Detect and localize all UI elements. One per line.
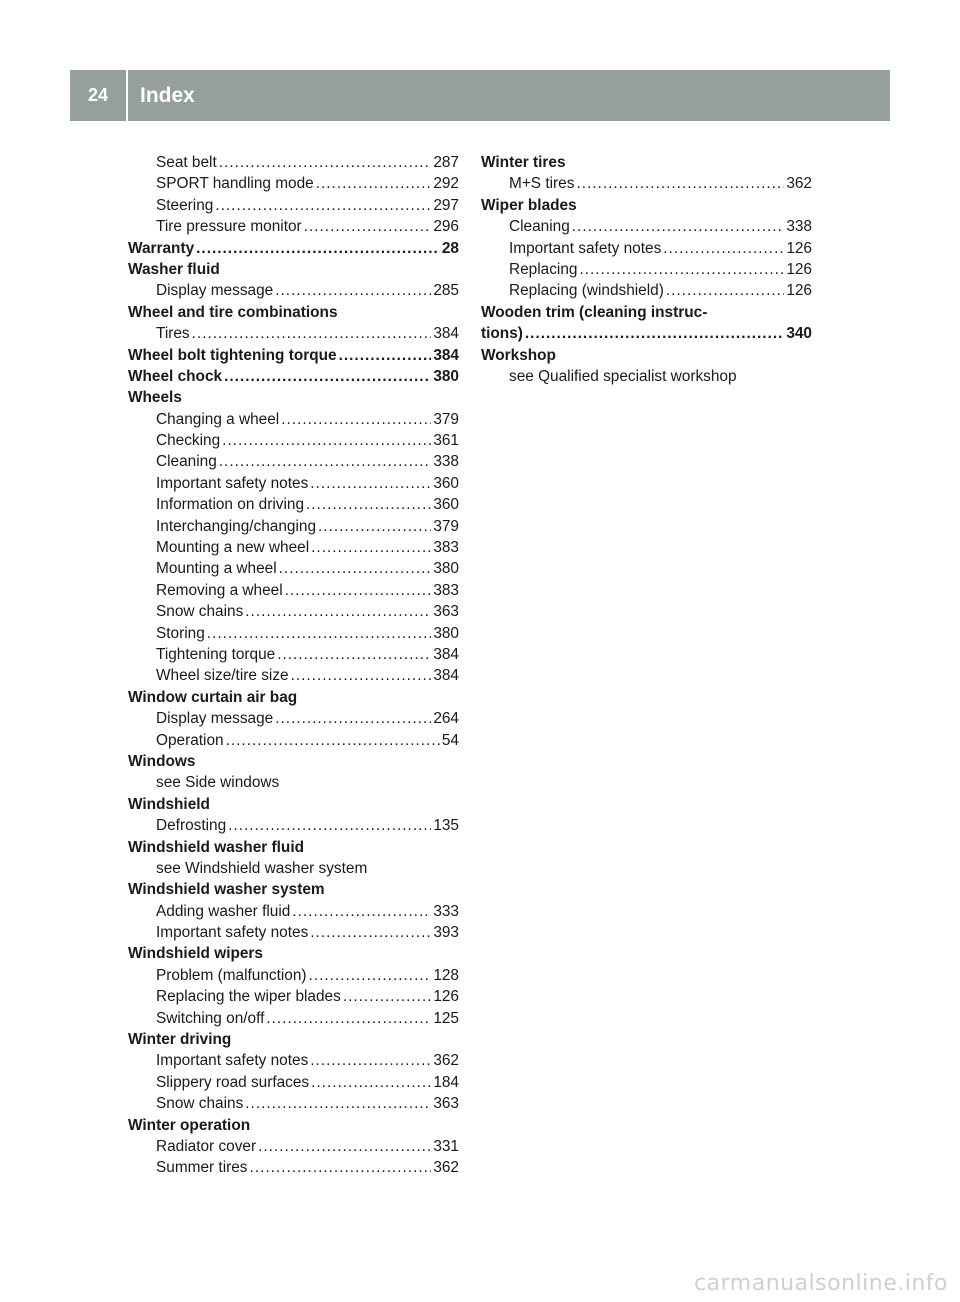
page-reference[interactable]: 380 (433, 624, 459, 642)
index-heading (481, 195, 812, 216)
index-subentry (128, 451, 459, 472)
index-subentry (128, 580, 459, 601)
index-heading (128, 302, 459, 323)
index-heading (128, 837, 459, 858)
dot-leader (192, 323, 432, 344)
index-heading (128, 879, 459, 900)
entry-text: Display message (156, 710, 274, 728)
entry-text: Important safety notes (156, 474, 309, 492)
dot-leader (279, 558, 432, 579)
entry-text: Windows (128, 752, 196, 770)
index-subentry (128, 601, 459, 622)
index-heading (128, 387, 459, 408)
dot-leader (266, 1008, 431, 1029)
index-subentry (128, 323, 459, 344)
page-reference[interactable]: 340 (786, 325, 812, 343)
entry-text: Windshield washer system (128, 881, 325, 899)
index-heading (128, 1029, 459, 1050)
index-subentry (128, 430, 459, 451)
dot-leader (310, 922, 431, 943)
entry-text: Tightening torque (156, 645, 276, 663)
index-heading (128, 259, 459, 280)
entry-text: Wheel chock (128, 367, 223, 385)
entry-text: Information on driving (156, 496, 304, 514)
entry-text: Winter tires (481, 154, 566, 171)
index-subentry (128, 708, 459, 729)
dot-leader (245, 1093, 431, 1114)
entry-text: SPORT handling mode (156, 175, 314, 193)
page-reference[interactable]: 292 (433, 175, 459, 193)
entry-text: Windshield wipers (128, 945, 263, 963)
index-subentry (128, 516, 459, 537)
entry-text: Summer tires (156, 1159, 248, 1177)
entry-text: Operation (156, 731, 224, 749)
entry-text: Wooden trim (cleaning instruc- (481, 303, 708, 321)
dot-leader (277, 644, 431, 665)
dot-leader (281, 409, 431, 430)
page-reference[interactable]: 380 (433, 560, 459, 578)
entry-text: Wheel and tire combinations (128, 303, 338, 321)
watermark: carmanualsonline.info (694, 1271, 948, 1296)
dot-leader (215, 195, 431, 216)
index-subentry (128, 1157, 459, 1178)
page-reference[interactable]: 384 (433, 325, 459, 343)
page-reference[interactable]: 360 (433, 474, 459, 492)
entry-text: Windshield washer fluid (128, 838, 305, 856)
entry-text: Winter driving (128, 1031, 232, 1049)
index-subentry (128, 922, 459, 943)
index-column-right (481, 152, 812, 387)
index-subentry (128, 1008, 459, 1029)
index-subentry (128, 815, 459, 836)
index-subentry (481, 216, 812, 237)
section-title: Index (140, 83, 195, 107)
entry-text: M+S tires (509, 175, 575, 193)
dot-leader (311, 537, 431, 558)
page-reference[interactable]: 126 (786, 239, 812, 257)
index-subentry (128, 1136, 459, 1157)
index-subentry (481, 238, 812, 259)
entry-text: Display message (156, 282, 274, 300)
index-subentry (128, 730, 459, 751)
dot-leader (228, 815, 431, 836)
entry-text: Warranty (128, 239, 195, 257)
entry-text: Changing a wheel (156, 410, 280, 428)
page-reference[interactable]: 362 (433, 1052, 459, 1070)
entry-text: Snow chains (156, 1095, 244, 1113)
index-subentry (128, 1072, 459, 1093)
index-subentry (128, 772, 459, 793)
dot-leader (579, 259, 784, 280)
page-reference[interactable]: 287 (433, 154, 459, 171)
index-heading (128, 238, 459, 259)
entry-text: Washer fluid (128, 260, 220, 278)
dot-leader (250, 1157, 432, 1178)
page-reference[interactable]: 28 (441, 239, 459, 257)
entry-text: Defrosting (156, 817, 227, 835)
index-subentry (128, 858, 459, 879)
page-reference[interactable]: 126 (786, 260, 812, 278)
entry-text: Radiator cover (156, 1137, 257, 1155)
index-subentry (128, 195, 459, 216)
dot-leader (304, 216, 432, 237)
page-reference[interactable]: 363 (433, 603, 459, 621)
page-reference[interactable]: 380 (433, 367, 459, 385)
dot-leader (292, 901, 431, 922)
index-heading (481, 152, 812, 173)
entry-text: tions) (481, 325, 523, 343)
dot-leader (310, 473, 431, 494)
entry-text: Removing a wheel (156, 581, 283, 599)
entry-text: Important safety notes (156, 1052, 309, 1070)
dot-leader (258, 1136, 431, 1157)
index-subentry (128, 986, 459, 1007)
entry-text: Cleaning (156, 453, 217, 471)
dot-leader (311, 1072, 431, 1093)
page-reference[interactable]: 379 (433, 410, 459, 428)
entry-text: Important safety notes (156, 924, 309, 942)
page-reference[interactable]: 383 (433, 539, 459, 557)
index-subentry (128, 494, 459, 515)
index-heading (128, 1115, 459, 1136)
dot-leader (224, 366, 431, 387)
entry-text: Windshield (128, 795, 210, 813)
dot-leader (343, 986, 432, 1007)
index-heading (128, 943, 459, 964)
index-column-left (128, 152, 459, 1179)
entry-text: Replacing (windshield) (509, 282, 664, 300)
page-reference[interactable]: 384 (433, 645, 459, 663)
index-heading (128, 794, 459, 815)
entry-text: see Qualified specialist workshop (509, 367, 737, 385)
entry-text: Wiper blades (481, 196, 577, 214)
dot-leader (219, 152, 432, 173)
entry-text: see Side windows (156, 774, 280, 792)
entry-text: Wheel size/tire size (156, 667, 289, 685)
entry-text: Wheels (128, 389, 182, 407)
page-reference[interactable]: 128 (433, 966, 459, 984)
page-reference[interactable]: 135 (433, 817, 459, 835)
dot-leader (245, 601, 431, 622)
index-heading (128, 345, 459, 366)
page-reference[interactable]: 384 (433, 346, 459, 364)
page-reference[interactable]: 331 (433, 1137, 459, 1155)
entry-text: Storing (156, 624, 205, 642)
dot-leader (222, 430, 431, 451)
dot-leader (666, 280, 784, 301)
page-reference[interactable]: 338 (433, 453, 459, 471)
index-subentry (128, 644, 459, 665)
dot-leader (576, 173, 784, 194)
index-subentry (128, 558, 459, 579)
index-subentry (128, 1093, 459, 1114)
dot-leader (318, 516, 431, 537)
page-reference[interactable]: 383 (433, 581, 459, 599)
index-subentry (481, 280, 812, 301)
page-number: 24 (87, 85, 109, 105)
page-reference[interactable]: 264 (433, 710, 459, 728)
index-subentry (128, 537, 459, 558)
index-subentry (128, 152, 459, 173)
entry-text: see Windshield washer system (156, 859, 368, 877)
entry-text: Tires (156, 325, 190, 343)
page-reference[interactable]: 360 (433, 496, 459, 514)
dot-leader (285, 580, 432, 601)
index-subentry (128, 901, 459, 922)
entry-text: Checking (156, 432, 221, 450)
entry-text: Mounting a new wheel (156, 539, 310, 557)
index-subentry (481, 259, 812, 280)
index-subentry (481, 366, 812, 387)
index-subentry (128, 665, 459, 686)
page-reference[interactable]: 393 (433, 924, 459, 942)
page-reference[interactable]: 361 (433, 432, 459, 450)
index-subentry (481, 173, 812, 194)
entry-text: Switching on/off (156, 1009, 265, 1027)
entry-text: Replacing the wiper blades (156, 988, 341, 1006)
index-heading (481, 323, 812, 344)
page-reference[interactable]: 126 (433, 988, 459, 1006)
entry-text: Wheel bolt tightening torque (128, 346, 337, 364)
page-reference[interactable]: 285 (433, 282, 459, 300)
entry-text: Slippery road surfaces (156, 1073, 310, 1091)
page-reference[interactable]: 384 (433, 667, 459, 685)
entry-text: Winter operation (128, 1116, 251, 1134)
dot-leader (525, 323, 784, 344)
index-heading (481, 345, 812, 366)
entry-text: Replacing (509, 260, 578, 278)
page-reference[interactable]: 333 (433, 902, 459, 920)
dot-leader (663, 238, 784, 259)
index-subentry (128, 473, 459, 494)
page-reference[interactable]: 126 (786, 282, 812, 300)
entry-text: Snow chains (156, 603, 244, 621)
index-heading (128, 366, 459, 387)
entry-text: Important safety notes (509, 239, 662, 257)
page-reference[interactable]: 54 (441, 731, 459, 749)
dot-leader (226, 730, 440, 751)
entry-text: Tire pressure monitor (156, 218, 302, 236)
dot-leader (291, 665, 432, 686)
dot-leader (339, 345, 432, 366)
index-subentry (128, 409, 459, 430)
index-heading (481, 302, 812, 323)
entry-text: Steering (156, 196, 214, 214)
entry-text: Mounting a wheel (156, 560, 277, 578)
index-heading (128, 687, 459, 708)
entry-text: Window curtain air bag (128, 688, 298, 706)
dot-leader (275, 708, 431, 729)
dot-leader (207, 623, 432, 644)
dot-leader (306, 494, 431, 515)
index-subentry (128, 1050, 459, 1071)
index-subentry (128, 216, 459, 237)
page-reference[interactable]: 125 (433, 1009, 459, 1027)
dot-leader (310, 1050, 431, 1071)
page-reference[interactable]: 296 (433, 218, 459, 236)
page-reference[interactable]: 297 (433, 196, 459, 214)
dot-leader (309, 965, 432, 986)
page-reference[interactable]: 379 (433, 517, 459, 535)
page-reference[interactable]: 362 (433, 1159, 459, 1177)
index-subentry (128, 965, 459, 986)
entry-text: Problem (malfunction) (156, 966, 307, 984)
dot-leader (196, 238, 440, 259)
entry-text: Adding washer fluid (156, 902, 291, 920)
page-reference[interactable]: 184 (433, 1073, 459, 1091)
dot-leader (316, 173, 432, 194)
page-reference[interactable]: 338 (786, 218, 812, 236)
dot-leader (572, 216, 785, 237)
dot-leader (275, 280, 431, 301)
page-reference[interactable]: 363 (433, 1095, 459, 1113)
entry-text: Cleaning (509, 218, 570, 236)
dot-leader (219, 451, 432, 472)
entry-text: Interchanging/changing (156, 517, 317, 535)
entry-text: Workshop (481, 346, 556, 364)
index-heading (128, 751, 459, 772)
page-header (70, 70, 890, 121)
index-subentry (128, 173, 459, 194)
page-reference[interactable]: 362 (786, 175, 812, 193)
index-subentry (128, 280, 459, 301)
index-subentry (128, 623, 459, 644)
entry-text: Seat belt (156, 154, 217, 171)
